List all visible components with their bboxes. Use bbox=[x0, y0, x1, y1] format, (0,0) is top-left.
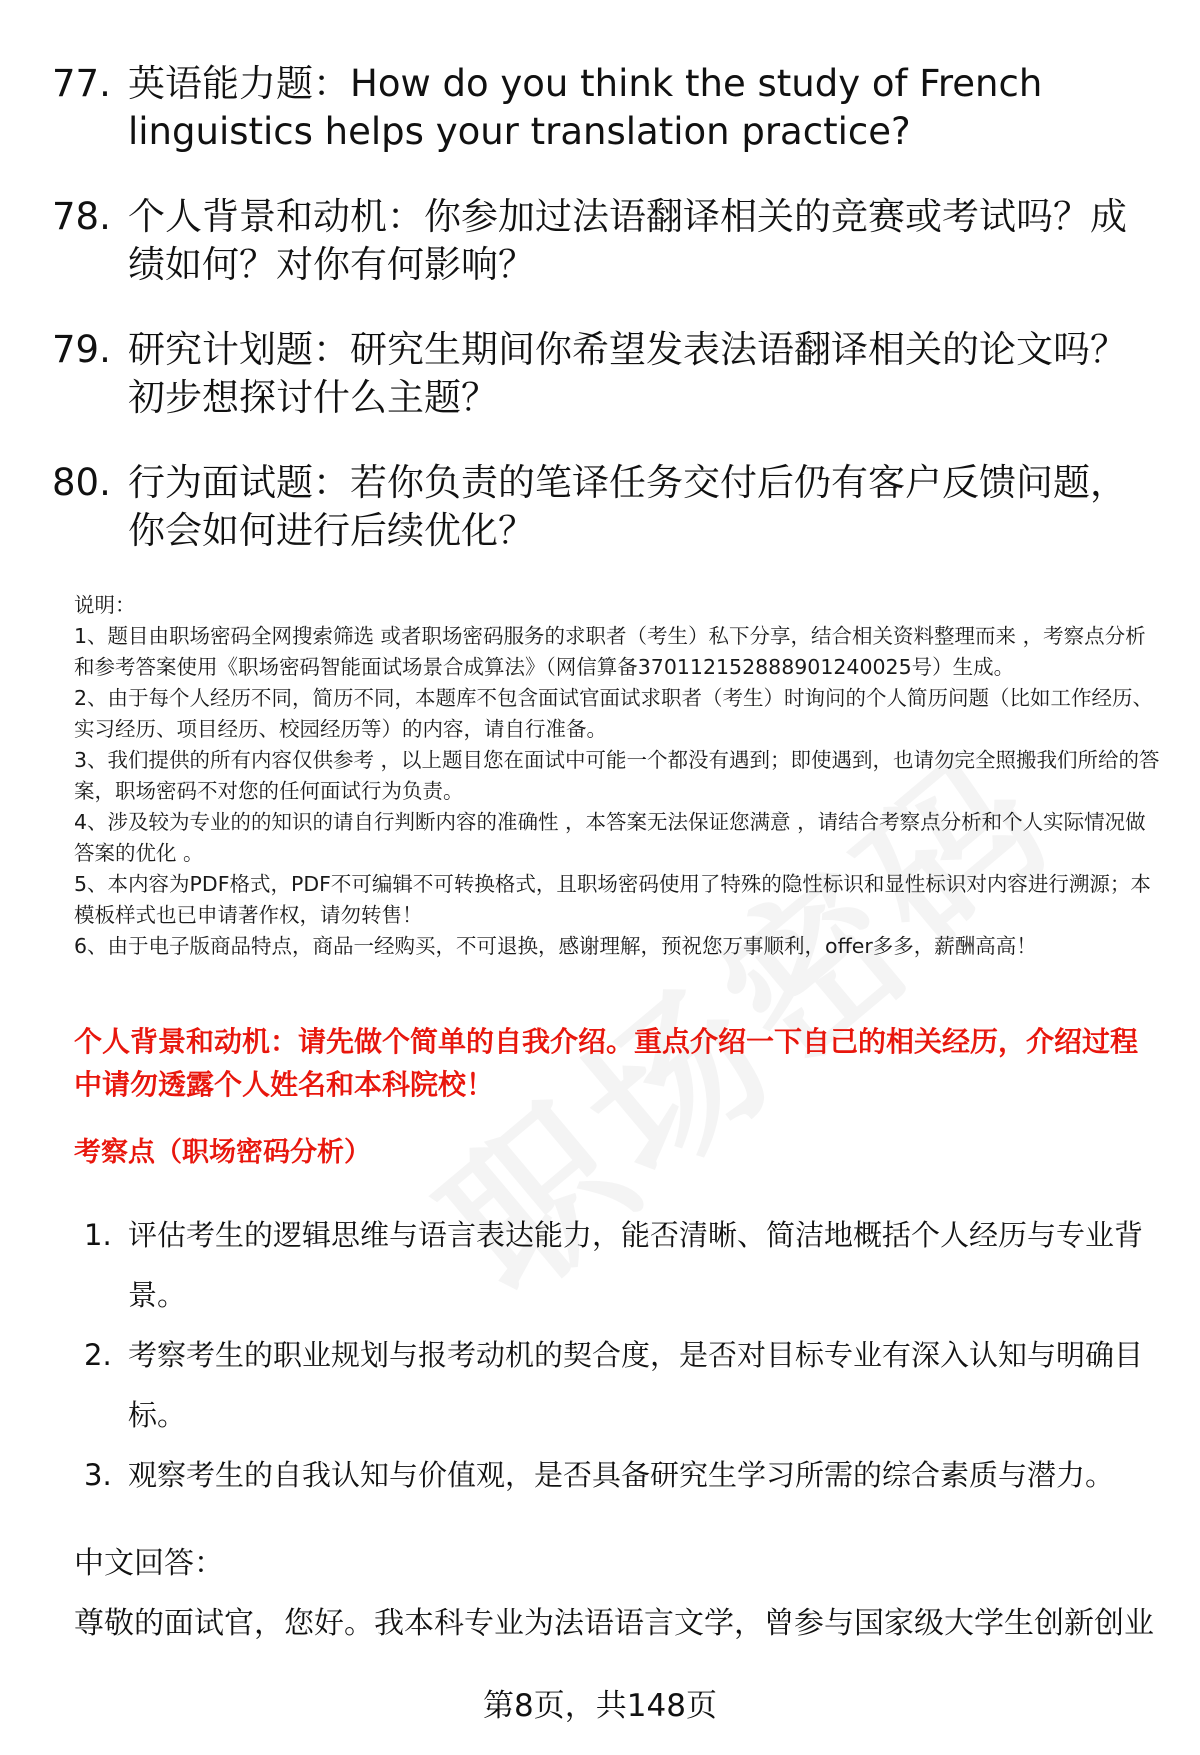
analysis-point bbox=[84, 1445, 1154, 1505]
question-text: 个人背景和动机：你参加过法语翻译相关的竞赛或考试吗？成绩如何？对你有何影响？ bbox=[128, 195, 1127, 286]
notes-title: 说明： bbox=[74, 593, 136, 617]
point-text: 考察考生的职业规划与报考动机的契合度，是否对目标专业有深入认知与明确目标。 bbox=[128, 1338, 1144, 1432]
answer-label: 中文回答： bbox=[74, 1546, 224, 1581]
analysis-point bbox=[84, 1325, 1154, 1445]
question-item bbox=[52, 193, 1152, 289]
question-item bbox=[52, 459, 1152, 555]
note-item: 3、我们提供的所有内容仅供参考 ，以上题目您在面试中可能一个都没有遇到；即使遇到，也请勿完全照搬我们所给的答案，职场密码不对您的任何面试行为负责。 bbox=[74, 748, 1160, 803]
question-number: 77. bbox=[52, 62, 111, 105]
point-number: 2. bbox=[84, 1338, 112, 1372]
note-item: 5、本内容为PDF格式，PDF不可编辑不可转换格式，且职场密码使用了特殊的隐性标识和显性标识对内容进行溯源；本模板样式也已申请著作权，请勿转售！ bbox=[74, 872, 1151, 927]
page-footer: 第8页，共148页 bbox=[483, 1688, 717, 1724]
notes-block bbox=[74, 590, 1164, 962]
question-headline: 个人背景和动机：请先做个简单的自我介绍。重点介绍一下自己的相关经历，介绍过程中请勿透露个人姓名和本科院校！ bbox=[74, 1025, 1139, 1101]
note-item: 1、题目由职场密码全网搜索筛选 或者职场密码服务的求职者（考生）私下分享，结合相关资料整理而来 ，考察点分析和参考答案使用《职场密码智能面试场景合成算法》（网信算备370112152888901240025号）生成。 bbox=[74, 624, 1146, 679]
question-item bbox=[52, 60, 1152, 156]
point-text: 评估考生的逻辑思维与语言表达能力，能否清晰、简洁地概括个人经历与专业背景。 bbox=[128, 1218, 1144, 1312]
section-title: 考察点（职场密码分析） bbox=[74, 1137, 371, 1168]
point-text: 观察考生的自我认知与价值观，是否具备研究生学习所需的综合素质与潜力。 bbox=[128, 1458, 1115, 1492]
question-text: 行为面试题：若你负责的笔译任务交付后仍有客户反馈问题，你会如何进行后续优化？ bbox=[128, 461, 1127, 552]
question-text: 英语能力题：How do you think the study of French linguistics helps your translation practice? bbox=[128, 62, 1043, 153]
point-number: 1. bbox=[84, 1218, 112, 1252]
question-text: 研究计划题：研究生期间你希望发表法语翻译相关的论文吗？初步想探讨什么主题？ bbox=[128, 328, 1127, 419]
note-item: 2、由于每个人经历不同，简历不同，本题库不包含面试官面试求职者（考生）时询问的个人简历问题（比如工作经历、实习经历、项目经历、校园经历等）的内容，请自行准备。 bbox=[74, 686, 1154, 741]
question-list bbox=[52, 60, 1152, 592]
question-number: 80. bbox=[52, 461, 111, 504]
point-number: 3. bbox=[84, 1458, 112, 1492]
question-item bbox=[52, 326, 1152, 422]
analysis-point bbox=[84, 1205, 1154, 1325]
analysis-points bbox=[84, 1205, 1154, 1505]
note-item: 4、涉及较为专业的的知识的请自行判断内容的准确性 ，本答案无法保证您满意 ，请结合考察点分析和个人实际情况做答案的优化 。 bbox=[74, 810, 1146, 865]
question-number: 78. bbox=[52, 195, 111, 238]
note-item: 6、由于电子版商品特点，商品一经购买，不可退换，感谢理解，预祝您万事顺利，offer多多，薪酬高高！ bbox=[74, 934, 1037, 958]
question-number: 79. bbox=[52, 328, 111, 371]
answer-text: 尊敬的面试官，您好。我本科专业为法语语言文学，曾参与国家级大学生创新创业 bbox=[74, 1606, 1154, 1641]
